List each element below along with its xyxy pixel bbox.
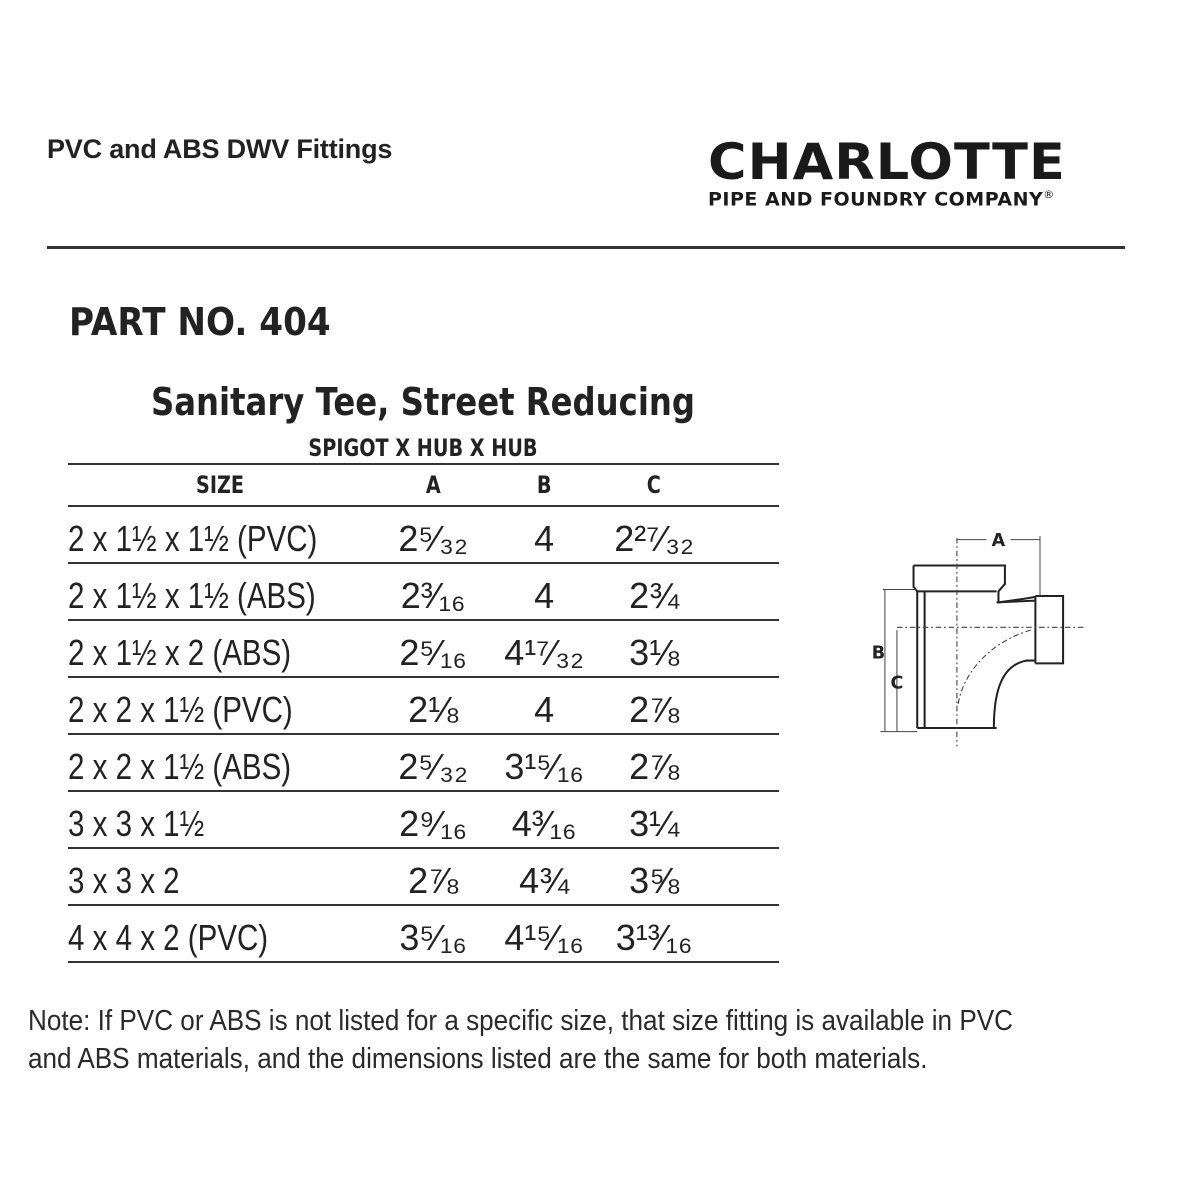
cell-a: 2⁵⁄₁₆ <box>372 620 494 677</box>
table-row <box>68 848 779 905</box>
cell-size: 2 x 1½ x 1½ (ABS) <box>68 563 372 620</box>
header-divider <box>47 246 1125 249</box>
cell-b: 4¹⁵⁄₁₆ <box>494 905 594 962</box>
cell-a: 2⁵⁄₃₂ <box>372 734 494 791</box>
header-c: C <box>594 464 714 506</box>
table-row <box>68 620 779 677</box>
header-a: A <box>372 464 494 506</box>
cell-size: 3 x 3 x 1½ <box>68 791 372 848</box>
cell-c: 3¼ <box>594 791 714 848</box>
part-number: PART NO. 404 <box>69 300 331 344</box>
table-row <box>68 506 779 563</box>
cell-c: 2²⁷⁄₃₂ <box>594 506 714 563</box>
cell-c: 2⅞ <box>594 677 714 734</box>
cell-a: 2³⁄₁₆ <box>372 563 494 620</box>
dimensions-table <box>68 463 779 963</box>
cell-b: 4 <box>494 677 594 734</box>
cell-a: 2⁵⁄₃₂ <box>372 506 494 563</box>
cell-size: 4 x 4 x 2 (PVC) <box>68 905 372 962</box>
header-size: SIZE <box>68 464 372 506</box>
table-row <box>68 905 779 962</box>
table-row <box>68 791 779 848</box>
cell-a: 2⅞ <box>372 848 494 905</box>
cell-c: 2¾ <box>594 563 714 620</box>
cell-c: 3¹³⁄₁₆ <box>594 905 714 962</box>
cell-c: 3⅝ <box>594 848 714 905</box>
cell-size: 2 x 1½ x 2 (ABS) <box>68 620 372 677</box>
header-b: B <box>494 464 594 506</box>
cell-size: 2 x 2 x 1½ (ABS) <box>68 734 372 791</box>
cell-c: 2⅞ <box>594 734 714 791</box>
logo-sub-text <box>708 188 1128 210</box>
material-note: Note: If PVC or ABS is not listed for a specific size, that size fitting is available in PVC and ABS materials, and the dimensions listed are the same for both materials. <box>28 1005 1013 1075</box>
cell-a: 3⁵⁄₁₆ <box>372 905 494 962</box>
cell-size: 2 x 2 x 1½ (PVC) <box>68 677 372 734</box>
cell-b: 4³⁄₁₆ <box>494 791 594 848</box>
cell-b: 4 <box>494 563 594 620</box>
cell-a: 2⁹⁄₁₆ <box>372 791 494 848</box>
cell-b: 4 <box>494 506 594 563</box>
dimension-label-a: A <box>991 531 1006 552</box>
cell-b: 4¹⁷⁄₃₂ <box>494 620 594 677</box>
document-category-title: PVC and ABS DWV Fittings <box>47 134 393 164</box>
cell-size: 2 x 1½ x 1½ (PVC) <box>68 506 372 563</box>
cell-b: 3¹⁵⁄₁₆ <box>494 734 594 791</box>
cell-b: 4¾ <box>494 848 594 905</box>
sanitary-tee-diagram <box>860 525 1100 750</box>
product-subtitle: SPIGOT X HUB X HUB <box>308 434 538 462</box>
logo-main-text: CHARLOTTE <box>708 133 1066 191</box>
product-title: Sanitary Tee, Street Reducing <box>150 380 696 424</box>
cell-a: 2⅛ <box>372 677 494 734</box>
dimension-label-c: C <box>890 673 904 694</box>
table-row <box>68 563 779 620</box>
dimension-label-b: B <box>871 643 886 664</box>
table-row <box>68 677 779 734</box>
logo-company-name: PIPE AND FOUNDRY COMPANY <box>708 188 1044 211</box>
table-header-row <box>68 464 779 506</box>
cell-size: 3 x 3 x 2 <box>68 848 372 905</box>
table-row <box>68 734 779 791</box>
cell-c: 3⅛ <box>594 620 714 677</box>
charlotte-logo <box>708 133 1128 211</box>
registered-mark-icon: ® <box>1043 188 1055 201</box>
